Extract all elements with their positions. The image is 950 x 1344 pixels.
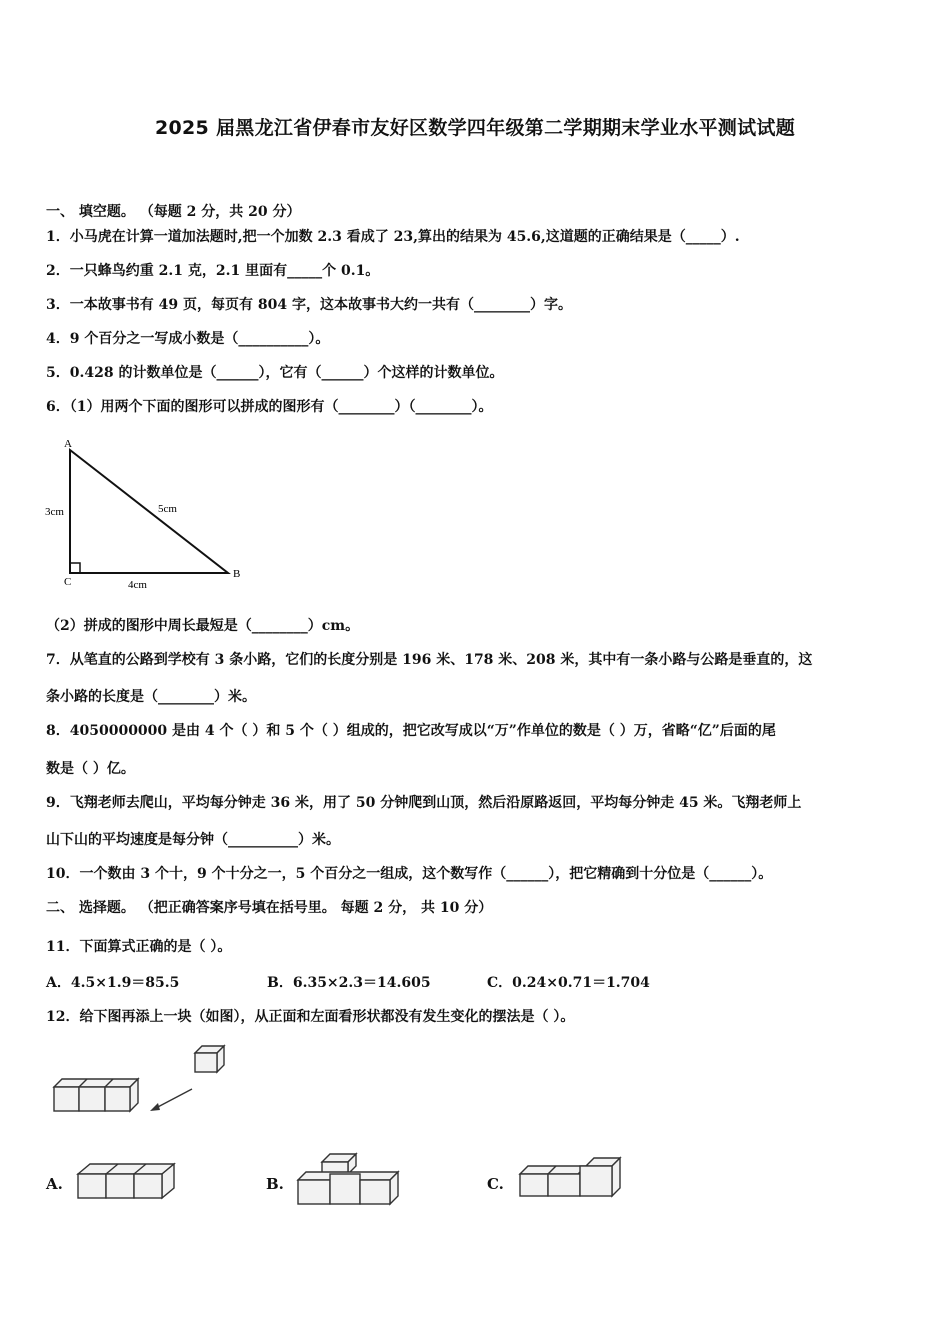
q12-option-c-label: C. [487, 1175, 504, 1193]
question-4: 4．9 个百分之一写成小数是（__________）。 [46, 331, 330, 347]
question-5: 5．0.428 的计数单位是（______），它有（______）个这样的计数单位。 [46, 365, 504, 381]
side-cb-label: 4cm [128, 579, 147, 591]
vertex-a-label: A [64, 438, 72, 450]
q12-option-b-figure [294, 1150, 402, 1206]
question-6: 6．（1）用两个下面的图形可以拼成的图形有（________）（________）。 [46, 399, 493, 415]
q12-option-c-figure [516, 1154, 626, 1202]
question-12: 12．给下图再添上一块（如图），从正面和左面看形状都没有发生变化的摆法是（ ）。 [46, 1009, 575, 1025]
question-9-line-2: 山下山的平均速度是每分钟（__________）米。 [46, 832, 340, 848]
question-1: 1．小马虎在计算一道加法题时,把一个加数 2.3 看成了 23,算出的结果为 45.6,这道题的正确结果是（_____）. [46, 229, 740, 245]
vertex-c-label: C [64, 576, 72, 588]
question-8-line-2: 数是（ ）亿。 [46, 761, 135, 777]
question-6-part-2: （2）拼成的图形中周长最短是（________）cm。 [46, 618, 360, 634]
q11-option-b: B．6.35×2.3＝14.605 [267, 975, 431, 991]
question-2: 2．一只蜂鸟约重 2.1 克，2.1 里面有_____个 0.1。 [46, 263, 380, 279]
section-2-heading: 二、 选择题。 （把正确答案序号填在括号里。 每题 2 分， 共 10 分） [46, 900, 493, 916]
question-8-line-1: 8．4050000000 是由 4 个（ ）和 5 个（ ）组成的，把它改写成以“万”作单位的数是（ ）万，省略“亿”后面的尾 [46, 723, 776, 739]
side-ac-label: 3cm [45, 506, 64, 518]
question-7-line-1: 7．从笔直的公路到学校有 3 条小路，它们的长度分别是 196 米、178 米、208 米，其中有一条小路与公路是垂直的，这 [46, 652, 813, 668]
right-triangle-figure [40, 435, 250, 590]
vertex-b-label: B [233, 568, 241, 580]
page-title: 2025 届黑龙江省伊春市友好区数学四年级第二学期期末学业水平测试试题 [155, 117, 795, 139]
q11-option-a: A．4.5×1.9＝85.5 [46, 975, 180, 991]
q12-option-a-label: A. [46, 1175, 63, 1193]
q12-option-a-figure [74, 1160, 176, 1202]
question-10: 10．一个数由 3 个十，9 个十分之一，5 个百分之一组成，这个数写作（______），把它精确到十分位是（______）。 [46, 866, 773, 882]
question-7-line-2: 条小路的长度是（________）米。 [46, 689, 256, 705]
base-cubes-figure [50, 1075, 140, 1115]
single-cube-figure [192, 1043, 228, 1075]
q11-option-c: C．0.24×0.71＝1.704 [487, 975, 650, 991]
question-3: 3．一本故事书有 49 页，每页有 804 字，这本故事书大约一共有（________）字。 [46, 297, 572, 313]
side-ab-label: 5cm [158, 503, 177, 515]
section-1-heading: 一、 填空题。 （每题 2 分，共 20 分） [46, 204, 301, 220]
question-9-line-1: 9．飞翔老师去爬山，平均每分钟走 36 米，用了 50 分钟爬到山顶，然后沿原路返回，平均每分钟走 45 米。飞翔老师上 [46, 795, 802, 811]
add-cube-arrow [148, 1085, 196, 1115]
q12-option-b-label: B. [266, 1175, 284, 1193]
question-11: 11．下面算式正确的是（ ）。 [46, 939, 232, 955]
